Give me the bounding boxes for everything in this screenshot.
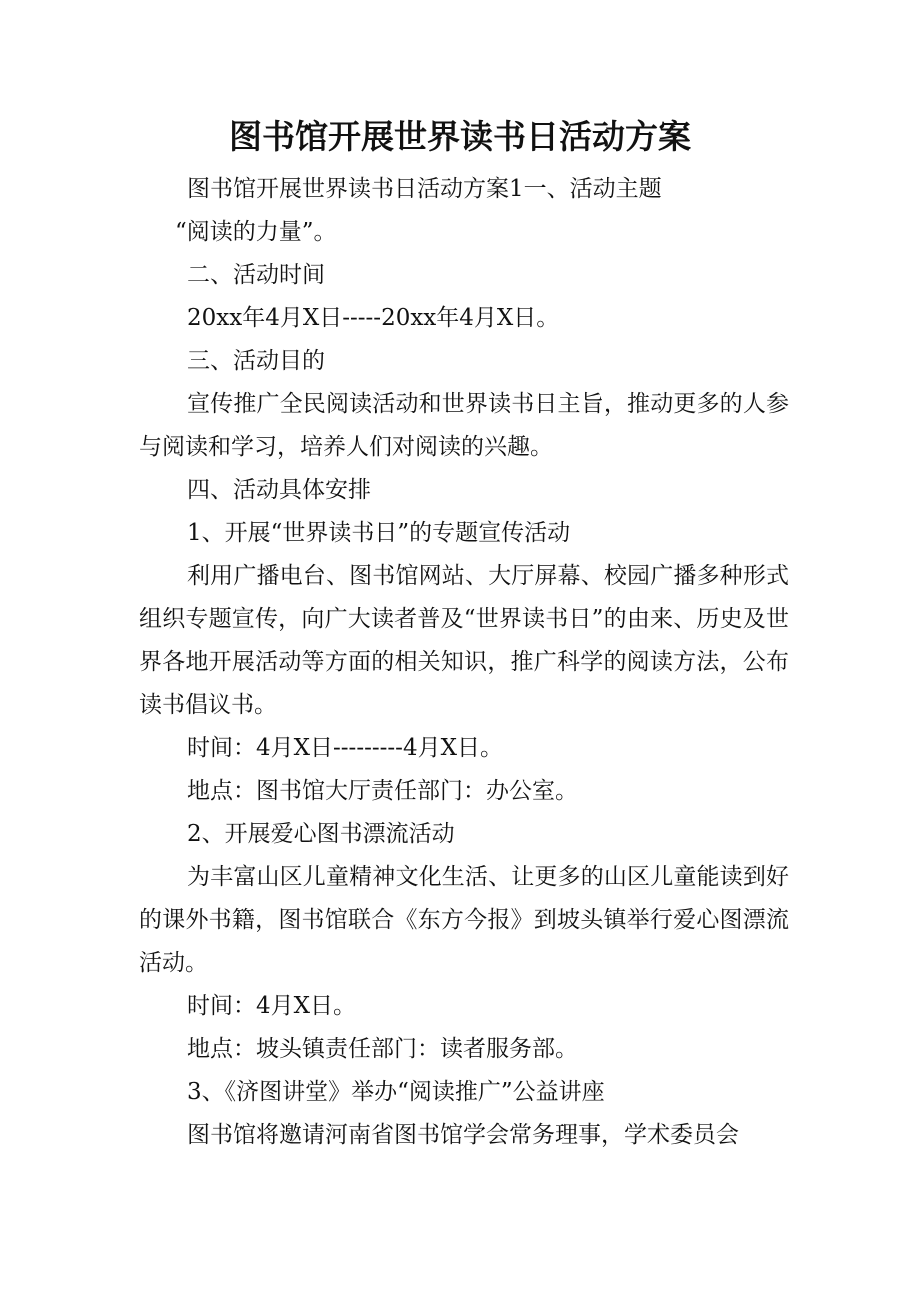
paragraph-theme-value: “阅读的力量”。: [175, 219, 337, 245]
paragraph-item-1-location: 地点：图书馆大厅责任部门：办公室。: [187, 778, 578, 804]
heading-activity-time: 二、活动时间: [187, 262, 325, 288]
paragraph-item-3-detail: 图书馆将邀请河南省图书馆学会常务理事，学术委员会: [187, 1122, 739, 1148]
document-title: 图书馆开展世界读书日活动方案: [229, 117, 691, 156]
paragraph-item-1-detail: 利用广播电台、图书馆网站、大厅屏幕、校园广播多种形式组织专题宣传，向广大读者普及“世界读书日”的由来、历史及世界各地开展活动等方面的相关知识，推广科学的阅读方法，公布读书倡议书。: [139, 563, 789, 718]
document-body: [139, 168, 789, 1157]
heading-activity-purpose: 三、活动目的: [187, 348, 325, 374]
paragraph-item-2-time: 时间：4月X日。: [187, 993, 357, 1019]
subheading-item-2: 2、开展爱心图书漂流活动: [187, 821, 455, 847]
subheading-item-1: 1、开展“世界读书日”的专题宣传活动: [187, 520, 571, 546]
paragraph-activity-time: 20xx年4月X日-----20xx年4月X日。: [187, 305, 560, 331]
paragraph-item-2-detail: 为丰富山区儿童精神文化生活、让更多的山区儿童能读到好的课外书籍，图书馆联合《东方今报》到坡头镇举行爱心图漂流活动。: [139, 864, 789, 976]
heading-activity-arrangement: 四、活动具体安排: [187, 477, 371, 503]
paragraph-intro-theme: 图书馆开展世界读书日活动方案1一、活动主题: [187, 176, 662, 202]
paragraph-item-2-location: 地点：坡头镇责任部门：读者服务部。: [187, 1036, 578, 1062]
subheading-item-3: 3、《济图讲堂》举办“阅读推广”公益讲座: [187, 1079, 605, 1105]
paragraph-item-1-time: 时间：4月X日---------4月X日。: [187, 735, 503, 761]
paragraph-activity-purpose: 宣传推广全民阅读活动和世界读书日主旨，推动更多的人参与阅读和学习，培养人们对阅读的兴趣。: [139, 391, 789, 460]
